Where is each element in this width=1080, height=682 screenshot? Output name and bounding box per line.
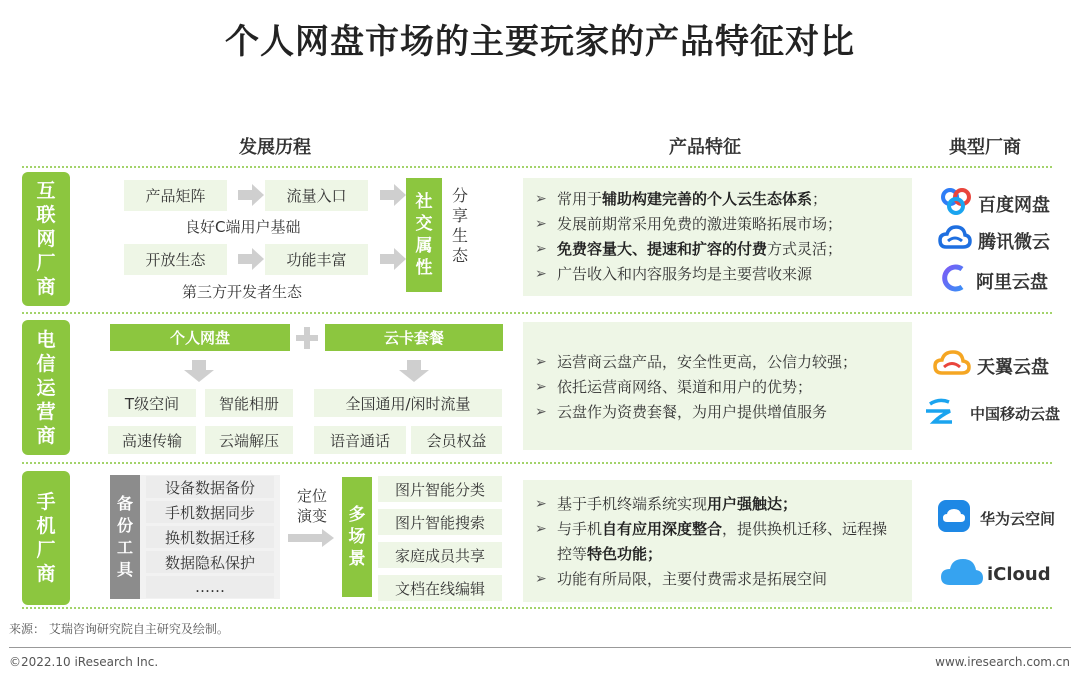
- vendor-name: 阿里云盘: [976, 271, 1048, 293]
- backup-tool-item: ……: [146, 576, 274, 598]
- tencent-weiyun-icon: [938, 225, 972, 256]
- history-subtext: 良好C端用户基础: [185, 218, 301, 236]
- cloud-card-package-header: 云卡套餐: [325, 324, 503, 351]
- feature-item: ➢ 功能有所局限，主要付费需求是拓展空间: [535, 567, 902, 592]
- history-box-traffic-entry: 流量入口: [265, 180, 368, 211]
- feature-item: ➢ 依托运营商网络、渠道和用户的优势；: [535, 375, 902, 400]
- social-attribute-box: 社交属性: [406, 178, 442, 292]
- icloud-icon: [940, 557, 984, 592]
- history-box-open-ecosystem: 开放生态: [124, 244, 227, 275]
- plus-icon: [296, 327, 318, 349]
- row-divider: [22, 166, 1052, 168]
- feature-item: ➢ 运营商云盘产品，安全性更高，公信力较强；: [535, 350, 902, 375]
- telecom-item: 智能相册: [205, 389, 293, 417]
- scene-item: 家庭成员共享: [378, 542, 502, 568]
- vendor-name: 华为云空间: [980, 509, 1056, 528]
- vendor-name: 天翼云盘: [977, 356, 1049, 378]
- baidu-netdisk-icon: [940, 187, 972, 220]
- features-panel-internet: [523, 178, 912, 296]
- social-note: 分享生态: [452, 186, 469, 265]
- backup-tool-item: 换机数据迁移: [146, 526, 274, 548]
- backup-tool-item: 数据隐私保护: [146, 551, 274, 573]
- history-box-product-matrix: 产品矩阵: [124, 180, 227, 211]
- china-mobile-cloud-icon: [922, 396, 956, 430]
- scene-item: 文档在线编辑: [378, 575, 502, 601]
- telecom-item: 全国通用/闲时流量: [314, 389, 502, 417]
- huawei-cloud-icon: [938, 500, 970, 536]
- positioning-shift-label: 定位演变: [296, 487, 327, 525]
- backup-tool-item: 手机数据同步: [146, 501, 274, 523]
- history-box-rich-features: 功能丰富: [265, 244, 368, 275]
- website-url: www.iresearch.com.cn: [935, 655, 1070, 669]
- features-panel-phone: [523, 480, 912, 602]
- row-label-phone: 手机厂商: [22, 471, 70, 605]
- feature-item: ➢ 常用于辅助构建完善的个人云生态体系；: [535, 187, 902, 212]
- telecom-item: 云端解压: [205, 426, 293, 454]
- source-note: 来源： 艾瑞咨询研究院自主研究及绘制。: [9, 622, 229, 636]
- row-label-telecom: 电信运营商: [22, 320, 70, 455]
- page-title: 个人网盘市场的主要玩家的产品特征对比: [225, 22, 855, 62]
- telecom-item: 会员权益: [411, 426, 502, 454]
- vendors-column-header: 典型厂商: [949, 137, 1021, 158]
- vendor-tianyi: [933, 350, 1049, 381]
- row-divider: [22, 462, 1052, 464]
- feature-item: ➢ 发展前期常采用免费的激进策略拓展市场；: [535, 212, 902, 237]
- backup-tool-item: 设备数据备份: [146, 476, 274, 498]
- features-panel-telecom: [523, 322, 912, 450]
- telecom-item: T级空间: [108, 389, 196, 417]
- vendor-huawei: [938, 500, 1055, 536]
- history-column-header: 发展历程: [239, 137, 311, 158]
- feature-item: ➢ 免费容量大、提速和扩容的付费方式灵活；: [535, 237, 902, 262]
- vendor-aliyun: [940, 264, 1048, 297]
- copyright: ©2022.10 iResearch Inc.: [9, 655, 159, 669]
- feature-item: ➢ 广告收入和内容服务均是主要营收来源: [535, 262, 902, 287]
- feature-item: ➢ 基于手机终端系统实现用户强触达；: [535, 492, 902, 517]
- vendor-tencent: [938, 225, 1050, 256]
- multi-scene-label: 多场景: [342, 477, 372, 597]
- aliyun-drive-icon: [940, 264, 970, 297]
- vendor-name: 百度网盘: [978, 194, 1050, 216]
- vendor-name: 腾讯微云: [978, 231, 1050, 253]
- vendor-baidu: [940, 187, 1050, 220]
- telecom-item: 语音通话: [314, 426, 406, 454]
- history-subtext: 第三方开发者生态: [182, 283, 303, 301]
- vendor-name: iCloud: [987, 564, 1051, 585]
- row-divider: [22, 312, 1052, 314]
- vendor-name: 中国移动云盘: [970, 404, 1061, 423]
- feature-item: ➢ 云盘作为资费套餐，为用户提供增值服务: [535, 400, 902, 425]
- personal-netdisk-header: 个人网盘: [110, 324, 290, 351]
- backup-tool-label: 备份工具: [110, 475, 140, 599]
- row-label-internet: 互联网厂商: [22, 172, 70, 306]
- scene-item: 图片智能分类: [378, 476, 502, 502]
- row-divider: [22, 607, 1052, 609]
- telecom-item: 高速传输: [108, 426, 196, 454]
- tianyi-cloud-icon: [933, 350, 971, 381]
- scene-item: 图片智能搜索: [378, 509, 502, 535]
- vendor-china-mobile: [922, 396, 1060, 430]
- footer-divider: [9, 647, 1071, 648]
- features-column-header: 产品特征: [669, 137, 741, 158]
- vendor-icloud: [940, 557, 1051, 592]
- feature-item: ➢ 与手机自有应用深度整合，提供换机迁移、远程操控等特色功能；: [535, 517, 902, 567]
